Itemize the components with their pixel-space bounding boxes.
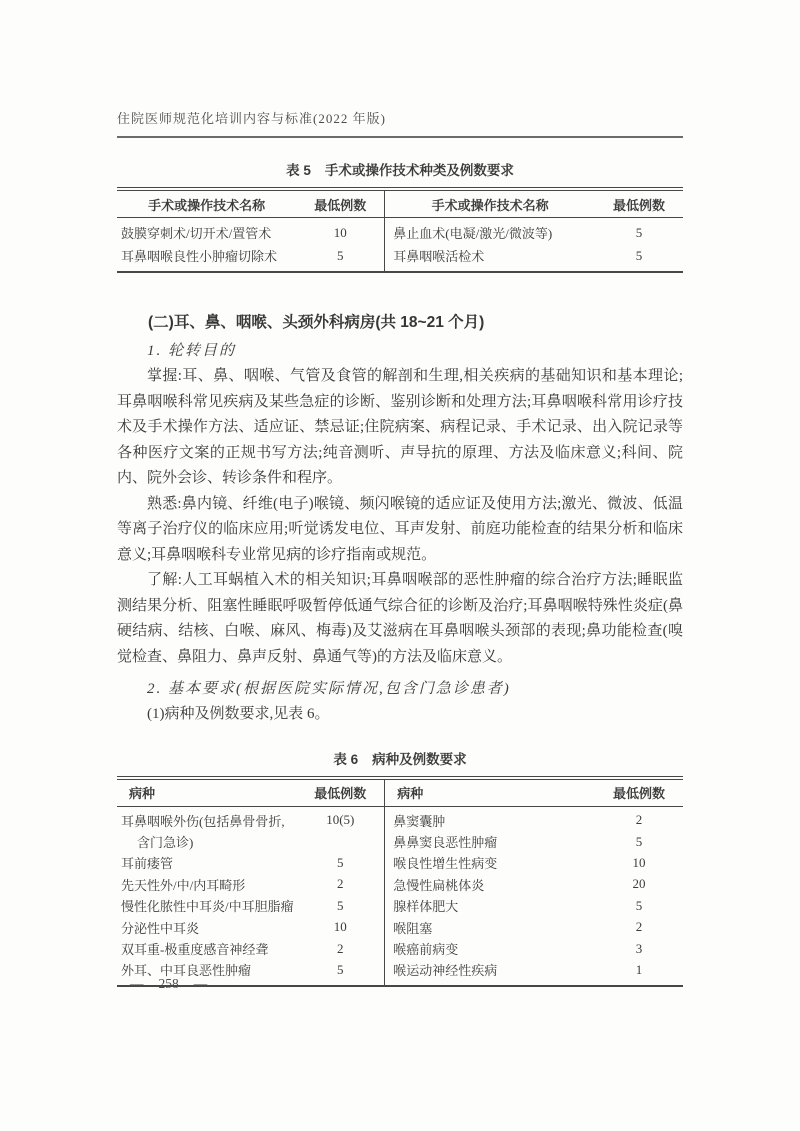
table5-label: 表 5: [286, 163, 311, 178]
min-cases-cell: 5: [337, 247, 344, 263]
column-header-min-cases: 最低例数: [612, 197, 665, 213]
footer-dash-left: —: [130, 976, 144, 991]
table-row: [117, 916, 384, 937]
min-cases-cell: 5: [337, 961, 344, 977]
table6-title: [117, 748, 683, 768]
min-cases-cell: 3: [635, 940, 643, 956]
table-row: [117, 221, 384, 244]
min-cases-cell: 1: [635, 961, 643, 977]
min-cases-cell: 5: [635, 224, 643, 240]
min-cases-cell: 5: [337, 897, 344, 913]
footer-dash-right: —: [193, 976, 208, 991]
table6-label: 表 6: [333, 751, 359, 767]
column-header-min-cases: 最低例数: [612, 786, 665, 801]
table6-title-text: 病种及例数要求: [372, 751, 467, 767]
table5: [117, 187, 683, 273]
disease-name-cell: 喉阻塞: [393, 920, 433, 936]
table5-title: [117, 159, 683, 179]
disease-name-cell: 慢性化脓性中耳炎/中耳胆脂瘤: [121, 899, 294, 915]
disease-name-cell: 鼻窦囊肿: [393, 813, 446, 829]
page-number: 258: [158, 976, 179, 991]
table-row: [385, 810, 683, 831]
min-cases-cell: 10: [333, 224, 347, 240]
column-header-disease: 病种: [397, 786, 424, 801]
disease-name-cell: 喉癌前病变: [393, 942, 459, 958]
disease-name-cell: 急慢性扁桃体炎: [393, 877, 485, 893]
table6-left-half: [117, 780, 385, 985]
column-header-name: 手术或操作技术名称: [431, 197, 549, 213]
min-cases-cell: 20: [632, 876, 646, 892]
min-cases-cell: 5: [635, 833, 643, 849]
table-row: [385, 244, 683, 267]
min-cases-cell: 5: [635, 897, 643, 913]
list-item-basic-requirements: 2. 基本要求(根据医院实际情况,包含门急诊患者): [147, 681, 511, 697]
disease-name-cell: 耳鼻咽喉外伤(包括鼻骨骨折,: [121, 813, 285, 829]
table-row: [385, 959, 683, 980]
min-cases-cell: 2: [337, 876, 344, 892]
paragraph-familiar: 熟悉:鼻内镜、纤维(电子)喉镜、频闪喉镜的适应证及使用方法;激光、微波、低温等离子治疗仪的临床应用;听觉诱发电位、耳声发射、前庭功能检查的结果分析和临床意义;耳鼻咽喉科专业常见病的诊疗指南或规范。: [117, 495, 683, 563]
list-item-rotation-purpose: 1. 轮转目的: [147, 343, 237, 359]
table-row: [385, 916, 683, 937]
running-head: 住院医师规范化培训内容与标准(2022 年版): [117, 111, 386, 126]
page-footer: [130, 976, 207, 992]
table5-right-header: [385, 191, 683, 218]
min-cases-cell: 10(5): [326, 812, 355, 828]
min-cases-cell: 10: [333, 919, 347, 935]
min-cases-cell: 2: [635, 812, 643, 828]
procedure-name-cell: 鼓膜穿刺术/切开术/置管术: [121, 226, 272, 241]
disease-name-cell: 耳前瘘管: [121, 856, 174, 872]
list-item-disease-requirements: (1)病种及例数要求,见表 6。: [147, 706, 330, 722]
table-row: [117, 852, 384, 873]
column-header-min-cases: 最低例数: [314, 197, 367, 213]
min-cases-cell: 2: [337, 940, 344, 956]
table5-right-half: [385, 191, 683, 271]
table-row: [385, 831, 683, 852]
procedure-name-cell: 耳鼻咽喉活检术: [393, 249, 485, 264]
table-row: [117, 244, 384, 267]
table6-right-half: [385, 780, 683, 985]
table6-right-body: [385, 807, 683, 985]
min-cases-cell: 5: [337, 854, 344, 870]
paragraph-master: 掌握:耳、鼻、咽喉、气管及食管的解剖和生理,相关疾病的基础知识和基本理论;耳鼻咽喉科常见疾病及某些急症的诊断、鉴别诊断和处理方法;耳鼻咽喉科常用诊疗技术及手术操作方法、适应证、禁忌证;住院病案、病程记录、手术记录、出入院记录等各种医疗文案的正规书写方法;纯音测听、声导抗的原理、方法及临床意义;科间、院内、院外会诊、转诊条件和程序。: [117, 368, 683, 486]
table6-left-body: [117, 807, 384, 985]
table6-left-header: [117, 780, 384, 807]
section-heading: (二)耳、鼻、咽喉、头颈外科病房(共 18~21 个月): [148, 314, 485, 331]
column-header-disease: 病种: [129, 786, 156, 801]
table-row: [117, 938, 384, 959]
disease-name-cell: 鼻鼻窦良恶性肿瘤: [393, 835, 498, 851]
disease-name-cell: 喉良性增生性病变: [393, 856, 498, 872]
column-header-min-cases: 最低例数: [314, 786, 367, 801]
table-row: [117, 810, 384, 831]
disease-name-cell: 喉运动神经性疾病: [393, 963, 498, 979]
table5-left-half: [117, 191, 385, 271]
table5-title-text: 手术或操作技术种类及例数要求: [324, 163, 514, 178]
paragraph-understand: 了解:人工耳蜗植入术的相关知识;耳鼻咽喉部的恶性肿瘤的综合治疗方法;睡眠监测结果分析、阻塞性睡眠呼吸暂停低通气综合征的诊断及治疗;耳鼻咽喉特殊性炎症(鼻硬结病、结核、白喉、麻风、梅毒)及艾滋病在耳鼻咽喉头颈部的表现;鼻功能检查(嗅觉检查、鼻阻力、鼻声反射、鼻通气等)的方法及临床意义。: [117, 572, 683, 665]
disease-name-cell: 分泌性中耳炎: [121, 920, 200, 936]
min-cases-cell: 2: [635, 919, 643, 935]
column-header-name: 手术或操作技术名称: [148, 197, 266, 213]
disease-name-cell: 腺样体肥大: [393, 899, 459, 915]
table-row: [385, 221, 683, 244]
header-rule: [117, 136, 683, 138]
table-row: [385, 852, 683, 873]
disease-name-cell: 双耳重-极重度感音神经聋: [121, 942, 269, 958]
disease-name-cell: 外耳、中耳良恶性肿瘤: [121, 963, 252, 979]
procedure-name-cell: 耳鼻咽喉良性小肿瘤切除术: [121, 249, 278, 264]
disease-name-cell: 先天性外/中/内耳畸形: [121, 877, 246, 893]
min-cases-cell: 5: [635, 247, 643, 263]
table5-left-body: [117, 218, 384, 271]
disease-name-cell: 含门急诊): [137, 835, 194, 851]
table-row: [385, 874, 683, 895]
table6-right-header: [385, 780, 683, 807]
min-cases-cell: 10: [632, 854, 646, 870]
table-row: [117, 831, 384, 852]
table5-right-body: [385, 218, 683, 271]
table6: [117, 776, 683, 987]
table5-left-header: [117, 191, 384, 218]
procedure-name-cell: 鼻止血术(电凝/激光/微波等): [393, 226, 553, 241]
table-row: [385, 895, 683, 916]
table-row: [117, 895, 384, 916]
table-row: [117, 874, 384, 895]
table-row: [385, 938, 683, 959]
